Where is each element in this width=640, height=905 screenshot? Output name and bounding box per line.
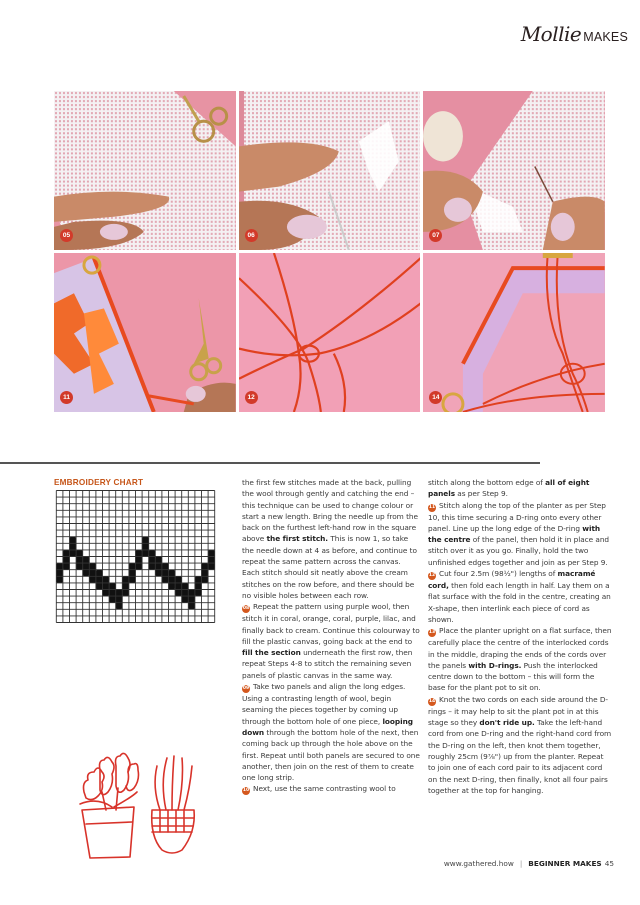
footer-section-title: BEGINNER MAKES xyxy=(528,859,602,868)
step-badge: 06 xyxy=(245,229,258,242)
page-footer xyxy=(444,859,614,868)
step-12: 12 Cut four 2.5m (98½") lengths of macramé cord, then fold each length in half. Lay them on a flat surface with the fold in the centre, creating an X-shape, then interlink each piece of cord as shown. xyxy=(428,569,611,624)
photo-image xyxy=(239,91,421,250)
paragraph-continued: stitch along the bottom edge of all of eight panels as per Step 9. xyxy=(428,478,590,499)
photo-image xyxy=(54,91,236,250)
masthead-logo xyxy=(521,22,628,46)
photo-image xyxy=(239,253,421,412)
step-number-badge: 13 xyxy=(428,630,436,636)
snake-plant-icon xyxy=(152,756,195,853)
step-badge: 07 xyxy=(429,229,442,242)
photo-image xyxy=(54,253,236,412)
step-number-badge: 10 xyxy=(242,788,250,794)
instructions-column-3 xyxy=(428,477,612,796)
embroidery-chart xyxy=(55,490,216,623)
plant-pots-illustration xyxy=(72,752,202,862)
chart-title: EMBROIDERY CHART xyxy=(54,478,144,487)
chart-grid xyxy=(55,490,216,623)
step-number-badge: 14 xyxy=(428,698,436,704)
step-photo-06 xyxy=(239,91,421,250)
step-09: 09 Take two panels and align the long edges. Using a contrasting length of wool, begin seaming the pieces together by coming up through the bottom hole of one piece, looping down through the bottom hole of the next, then coming back up through the hole above on the first. Repeat until both panels are secured to one another, then join on the rest of them to create one long strip. xyxy=(242,682,420,783)
step-number-badge: 12 xyxy=(428,573,436,579)
section-divider xyxy=(0,462,540,464)
logo-script: Mollie xyxy=(520,22,582,46)
step-photo-grid xyxy=(54,91,605,412)
step-badge: 11 xyxy=(60,391,73,404)
page-number: 45 xyxy=(604,859,614,868)
step-number-badge: 08 xyxy=(242,606,250,612)
step-number-badge: 09 xyxy=(242,686,250,692)
photo-image xyxy=(423,91,605,250)
logo-sans: MAKES xyxy=(583,30,628,44)
step-badge: 12 xyxy=(245,391,258,404)
step-10: 10 Next, use the same contrasting wool to xyxy=(242,784,396,794)
instructions-column-2 xyxy=(242,477,420,795)
step-08: 08 Repeat the pattern using purple wool, then stitch it in coral, orange, coral, purple, lilac, and finally back to cream. Continue this colourway to fill the plastic canvas, going back at the end to fill the section underneath the first row, then repeat Steps 4-8 to stitch the remaining seven panels of plastic canvas in the same way. xyxy=(242,602,420,680)
step-14: 14 Knot the two cords on each side around the D-rings – it may help to sit the plant pot in at this stage so they don't ride up. Take the left-hand cord from one D-ring and the right-hand cord from the D-ring on the left, then knot them together, roughly 25cm (9⅞") up from the planter. Repeat to join one of each cord pair to its adjacent cord on the next D-ring, then finally, knot all four pairs together at the top for hanging. xyxy=(428,694,612,795)
step-photo-12 xyxy=(239,253,421,412)
step-photo-11 xyxy=(54,253,236,412)
step-photo-07 xyxy=(423,91,605,250)
step-badge: 05 xyxy=(60,229,73,242)
footer-url[interactable]: www.gathered.how xyxy=(443,859,514,868)
step-photo-14 xyxy=(423,253,605,412)
step-number-badge: 11 xyxy=(428,504,436,510)
step-photo-05 xyxy=(54,91,236,250)
paragraph-continued: the first few stitches made at the back, pulling the wool through gently and catching the end – this technique can be used to change colour or start a new length. Bring the needle up from the back on the furthest left-hand row in the square above the first stitch. This is now 1, so take the needle down at 4 as before, and continue to repeat the same pattern across the canvas. Each stitch should sit neatly above the cream stitches on the row before, and there should be no visible holes between each row. xyxy=(242,478,418,600)
step-11: 11 Stitch along the top of the planter as per Step 10, this time securing a D-ring onto every other panel. Line up the long edge of the D-ring with the centre of the panel, then hold it in place and stitch over it as you go. Finally, hold the two unfinished edges together and join as per Step 9. xyxy=(428,500,610,567)
photo-image xyxy=(423,253,605,412)
step-13: 13 Place the planter upright on a flat surface, then carefully place the centre of the interlocked cords in the middle, draping the ends of the cords over the panels with D-rings. Push the interlocked centre down to the bottom – this will form the base for the plant pot to sit on. xyxy=(428,626,612,693)
footer-separator: | xyxy=(519,859,523,868)
step-badge: 14 xyxy=(429,391,442,404)
leafy-plant-icon xyxy=(80,753,139,858)
